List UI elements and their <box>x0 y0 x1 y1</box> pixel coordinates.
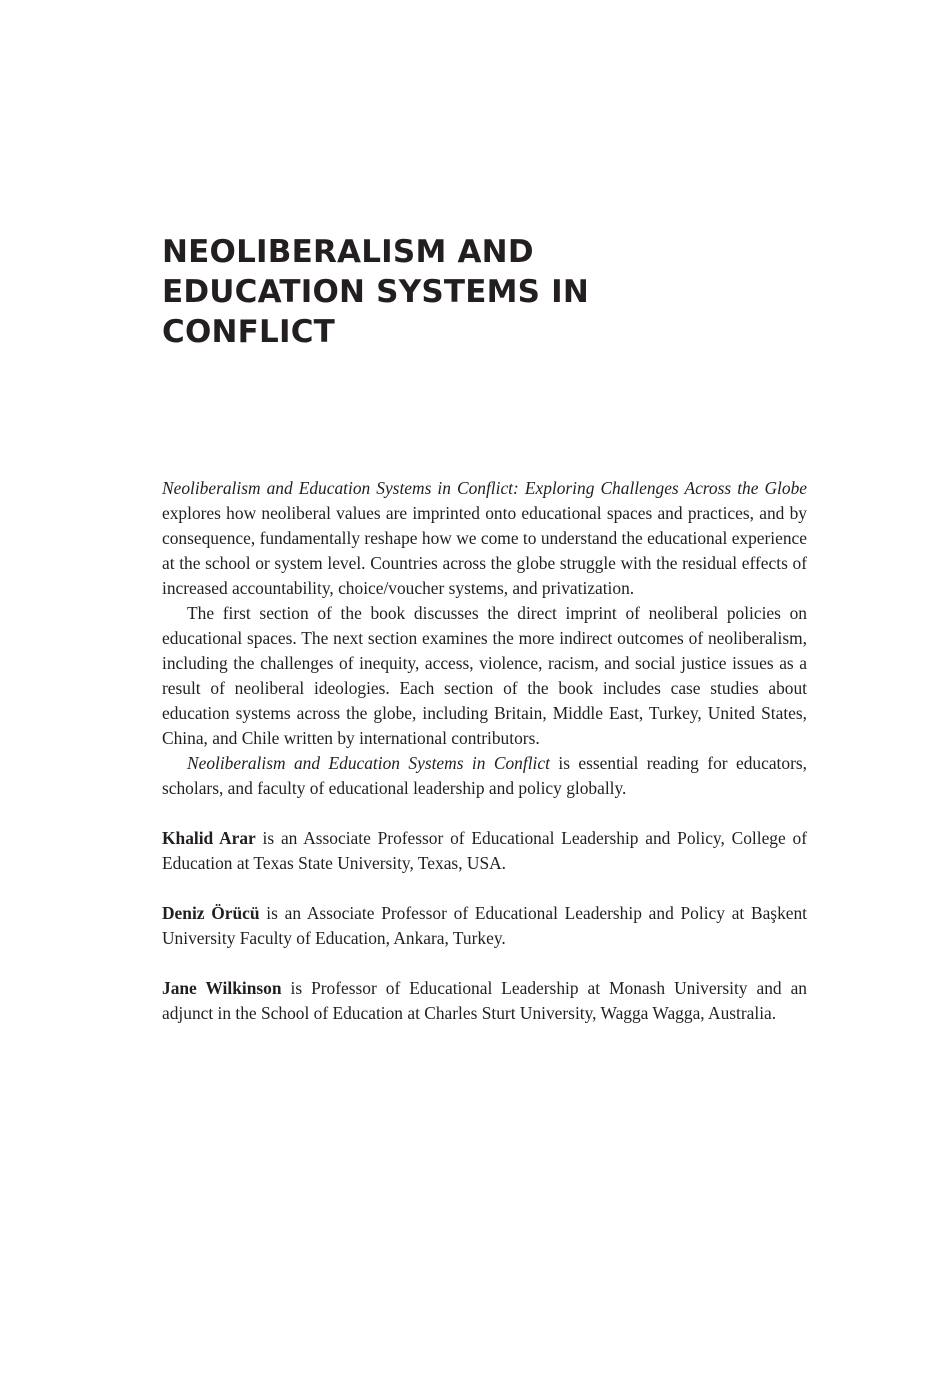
author-bio <box>162 901 807 951</box>
title-line: EDUCATION SYSTEMS IN <box>162 274 590 310</box>
paragraph-text: The first section of the book discusses the direct imprint of neoliberal policies on educational spaces. The next section examines the more indirect outcomes of neoliberalism, including the challenges of inequity, access, violence, racism, and social justice issues as a result of neoliberal ideologies. Each section of the book includes case studies about education systems across the globe, including Britain, Middle East, Turkey, United States, China, and Chile written by international contributors. <box>162 603 807 748</box>
description-paragraph <box>162 601 807 751</box>
book-title <box>162 232 802 352</box>
title-line: NEOLIBERALISM AND <box>162 234 534 270</box>
author-name: Khalid Arar <box>162 828 256 848</box>
book-title-italic: Neoliberalism and Education Systems in Conflict: Exploring Challenges Across the Globe <box>162 478 807 498</box>
author-bio <box>162 976 807 1026</box>
book-description <box>162 476 807 1026</box>
author-name: Jane Wilkinson <box>162 978 282 998</box>
paragraph-text: is essential reading for educators, scholars, and faculty of educational leadership and policy globally. <box>162 753 807 798</box>
author-bio-text: is an Associate Professor of Educational Leadership and Policy, College of Education at Texas State University, Texas, USA. <box>162 828 808 873</box>
author-bio-text: is an Associate Professor of Educational Leadership and Policy at Başkent University Faculty of Education, Ankara, Turkey. <box>162 903 808 948</box>
author-bio <box>162 826 807 876</box>
author-name: Deniz Örücü <box>162 903 260 923</box>
description-paragraph <box>162 476 807 601</box>
author-bio-text: is Professor of Educational Leadership at Monash University and an adjunct in the School of Education at Charles Sturt University, Wagga Wagga, Australia. <box>162 978 807 1023</box>
title-line: CONFLICT <box>162 314 336 350</box>
paragraph-text: explores how neoliberal values are imprinted onto educational spaces and practices, and by consequence, fundamentally reshape how we come to understand the educational experience at the school or system level. Countries across the globe struggle with the residual effects of increased accountability, choice/voucher systems, and privatization. <box>162 503 807 598</box>
book-title-italic: Neoliberalism and Education Systems in Conflict <box>187 753 550 773</box>
description-paragraph <box>162 751 807 801</box>
